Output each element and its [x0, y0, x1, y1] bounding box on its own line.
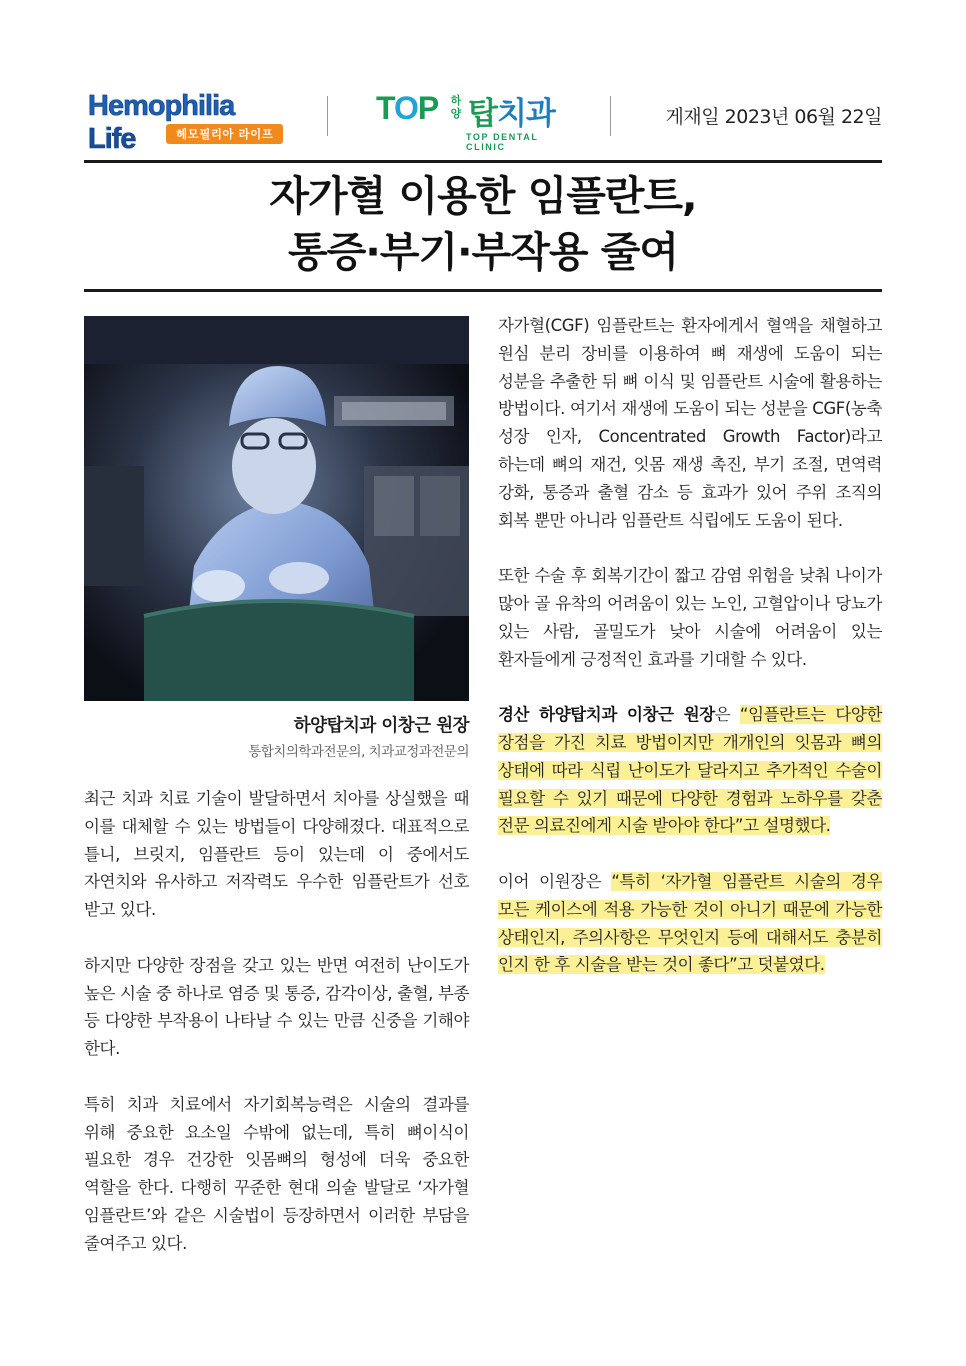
doctor-photo — [84, 316, 469, 701]
top-logo-haya: 하 양 — [450, 94, 462, 120]
left-paragraph-2: 하지만 다양한 장점을 갖고 있는 반면 여전히 난이도가 높은 시술 중 하나로 염증 및 통증, 감각이상, 출혈, 부종 등 다양한 부작용이 나타날 수 있는 만큼 신중을 기해야 한다. — [84, 955, 469, 1059]
right-paragraph-2: 또한 수술 후 회복기간이 짧고 감염 위험을 낮춰 나이가 많아 골 유착의 어려움이 있는 노인, 고혈압이나 당뇨가 있는 사람, 골밀도가 낮아 시술에 어려움이 있는 환자들에게 긍정적인 효과를 기대할 수 있다. — [498, 566, 882, 669]
hemophilia-logo-wordmark: Hemophilia Life — [88, 90, 235, 155]
left-paragraph-1: 최근 치과 치료 기술이 발달하면서 치아를 상실했을 때 이를 대체할 수 있는 방법들이 다양해졌다. 대표적으로 틀니, 브릿지, 임플란트 등이 있는데 이 중에서도 자연치와 유사하고 저작력도 우수한 임플란트가 선호 받고 있다. — [84, 789, 469, 920]
highlighted-quote-1: “임플란트는 다양한 장점을 가진 치료 방법이지만 개개인의 잇몸과 뼈의 상태에 따라 식립 난이도가 달라지고 추가적인 수술이 필요할 수 있기 때문에 다양한 경험과 노하우를 갖춘 전문 의료진에게 시술 받아야 한다”고 설명했다. — [498, 705, 882, 836]
hemophilia-life-logo — [88, 90, 288, 155]
right-column — [498, 312, 882, 979]
title-rule-bottom — [84, 289, 882, 292]
quote-paragraph-1 — [498, 701, 882, 840]
quote-speaker: 경산 하양탑치과 이창근 원장 — [498, 705, 715, 725]
top-logo-name: 탑치과 — [468, 96, 555, 132]
highlighted-quote-2: “특히 ‘자가혈 임플란트 시술의 경우 모든 케이스에 적용 가능한 것이 아니기 때문에 가능한 상태인지, 주의사항은 무엇인지 등에 대해서도 충분히 인지 한 후 시술을 받는 것이 좋다”고 덧붙였다. — [498, 871, 882, 975]
quote-paragraph-2 — [498, 868, 882, 979]
quote-intro: 이어 이원장은 — [498, 871, 612, 891]
page-header — [84, 82, 882, 154]
hemophilia-logo-subtitle: 헤모필리아 라이프 — [166, 124, 283, 144]
left-column — [84, 785, 469, 1258]
header-divider — [327, 96, 328, 136]
right-paragraph-1: 자가혈(CGF) 임플란트는 환자에게서 혈액을 채혈하고 원심 분리 장비를 이용하여 뼈 재생에 도움이 되는 성분을 추출한 뒤 뼈 이식 및 임플란트 시술에 활용하는 방법이다. 여기서 재생에 도움이 되는 성분을 CGF(농축 성장 인자, Concentrated Growth Factor)라고 하는데 뼈의 재건, 잇몸 재생 촉진, 부기 조절, 면역력 강화, 통증과 출혈 감소 등 효과가 있어 주위 조직의 회복 뿐만 아니라 임플란트 식립에도 도움이 된다. — [498, 316, 882, 530]
title-line-1: 자가혈 이용한 임플란트, — [269, 172, 697, 220]
surgery-illustration — [84, 316, 469, 701]
top-logo-mark: TOP — [376, 90, 439, 126]
header-divider — [610, 96, 611, 136]
article-title — [84, 168, 882, 280]
quote-particle: 은 — [714, 705, 740, 725]
title-line-2: 통증·부기·부작용 줄여 — [288, 228, 678, 276]
photo-caption-name: 하양탑치과 이창근 원장 — [293, 716, 469, 736]
top-dental-clinic-logo — [376, 88, 576, 152]
title-rule-top — [84, 160, 882, 163]
left-paragraph-3: 특히 치과 치료에서 자기회복능력은 시술의 결과를 위해 중요한 요소일 수밖에 없는데, 특히 뼈이식이 필요한 경우 건강한 잇몸뼈의 형성에 더욱 중요한 역할을 한다. 다행히 꾸준한 현대 의술 발달로 ‘자가혈 임플란트’와 같은 시술법이 등장하면서 이러한 부담을 줄여주고 있다. — [84, 1094, 469, 1253]
top-logo-english: TOP DENTAL CLINIC — [466, 132, 539, 152]
publish-date: 게재일 2023년 06월 22일 — [665, 106, 882, 128]
photo-caption-role: 통합치의학과전문의, 치과교정과전문의 — [248, 744, 469, 760]
